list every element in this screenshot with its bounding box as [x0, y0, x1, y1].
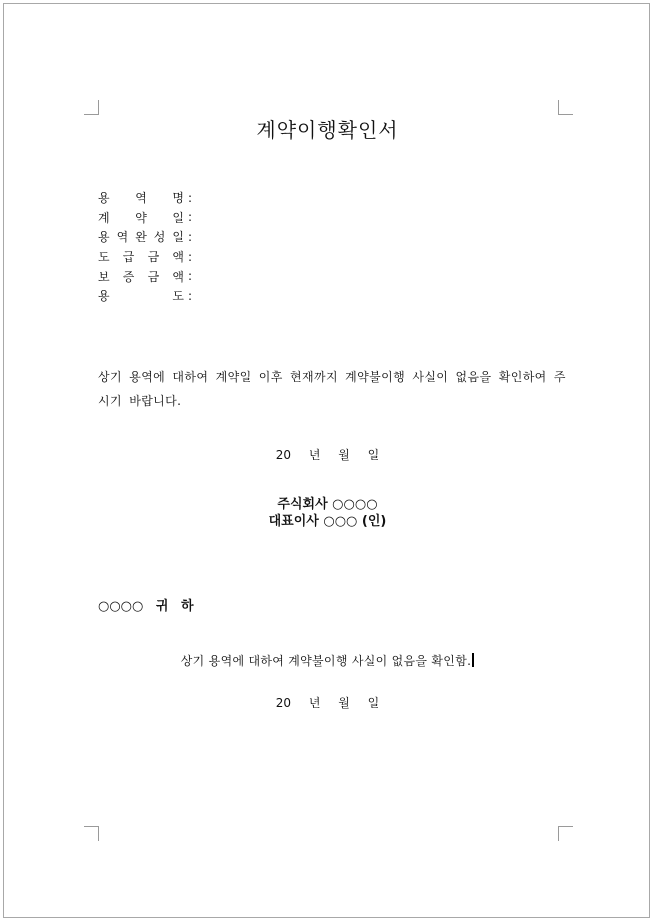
field-contract-date[interactable] [98, 208, 192, 228]
representative-name: 대표이사 ○○○ (인) [268, 514, 387, 529]
text-cursor [472, 653, 474, 667]
request-line-2: 시기 바랍니다. [98, 394, 182, 408]
field-colon: : [188, 210, 193, 225]
field-completion-date[interactable] [98, 227, 192, 247]
field-purpose[interactable] [98, 286, 192, 306]
field-contract-amount[interactable] [98, 247, 192, 267]
margin-corner-bottom-left [84, 826, 99, 841]
document-page [3, 3, 650, 918]
field-label: 용 역 완 성 일 [98, 230, 184, 245]
margin-corner-top-right [558, 100, 573, 115]
field-label: 보 증 금 액 [98, 269, 184, 284]
field-colon: : [188, 190, 193, 205]
margin-corner-top-left [84, 100, 99, 115]
field-label: 용 도 [98, 289, 184, 304]
request-line-1: 상기 용역에 대하여 계약일 이후 현재까지 계약불이행 사실이 없음을 확인하여 주 [98, 370, 566, 384]
confirmation-date[interactable]: 20 년 월 일 [275, 696, 380, 710]
margin-corner-bottom-right [558, 826, 573, 841]
field-colon: : [188, 269, 193, 284]
company-name: 주식회사 ○○○○ [277, 497, 378, 512]
recipient[interactable]: ○○○○ 귀 하 [98, 599, 194, 614]
field-colon: : [188, 229, 193, 244]
field-colon: : [188, 249, 193, 264]
field-colon: : [188, 288, 193, 303]
confirmation-line[interactable] [4, 652, 651, 669]
document-title[interactable]: 계약이행확인서 [256, 118, 399, 142]
request-paragraph[interactable] [98, 365, 568, 413]
company-block[interactable] [4, 496, 651, 530]
field-label: 도 급 금 액 [98, 250, 184, 265]
contract-fields [98, 188, 192, 306]
field-deposit-amount[interactable] [98, 266, 192, 286]
issue-date[interactable]: 20 년 월 일 [275, 448, 380, 462]
confirmation-text: 상기 용역에 대하여 계약불이행 사실이 없음을 확인함. [180, 654, 472, 668]
field-label: 계 약 일 [98, 210, 184, 225]
field-label: 용 역 명 [98, 191, 184, 206]
field-service-name[interactable] [98, 188, 192, 208]
